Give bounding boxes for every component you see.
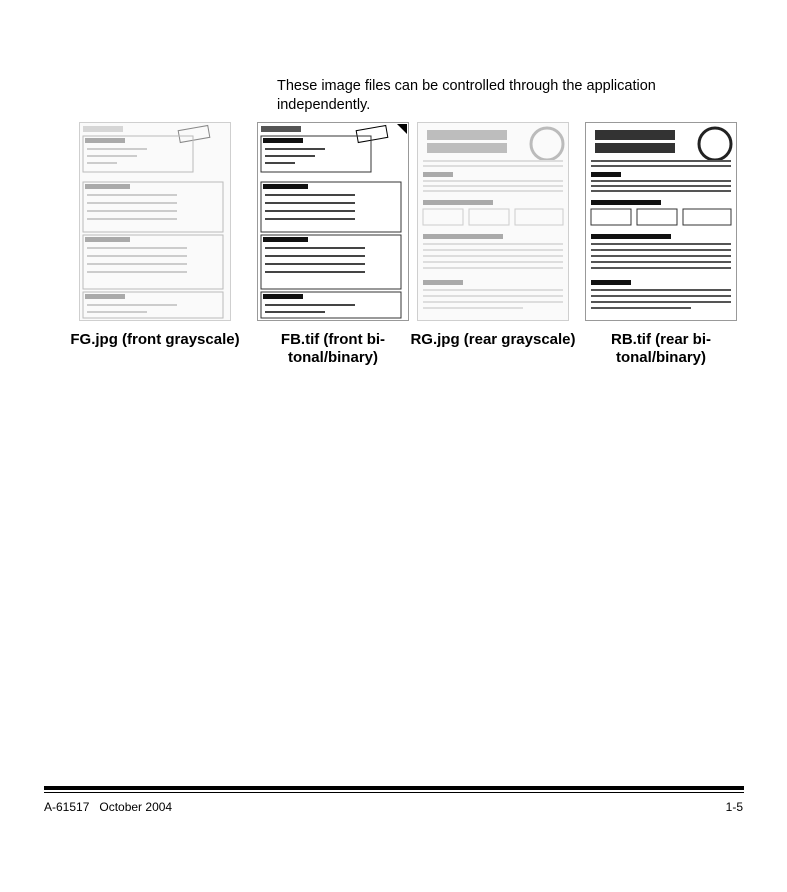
- form-rear-grayscale-image: [417, 122, 569, 321]
- caption-rear-grayscale: RG.jpg (rear grayscale): [410, 331, 576, 348]
- form-front-bitonal-image: [257, 122, 409, 321]
- form-rear-bitonal-image: [585, 122, 737, 321]
- form-front-grayscale-image: [79, 122, 231, 321]
- caption-front-grayscale: FG.jpg (front grayscale): [70, 331, 240, 348]
- footer-rule-thin: [44, 792, 744, 793]
- caption-rear-bitonal: RB.tif (rear bi-tonal/binary): [610, 331, 711, 366]
- footer-page-number: 1-5: [725, 800, 743, 814]
- caption-front-bitonal: FB.tif (front bi-tonal/binary): [280, 331, 386, 366]
- footer-rule-thick: [44, 786, 744, 790]
- footer-document-id: A-61517 October 2004: [44, 800, 173, 814]
- intro-text: These image files can be controlled through the application independently.: [277, 78, 656, 113]
